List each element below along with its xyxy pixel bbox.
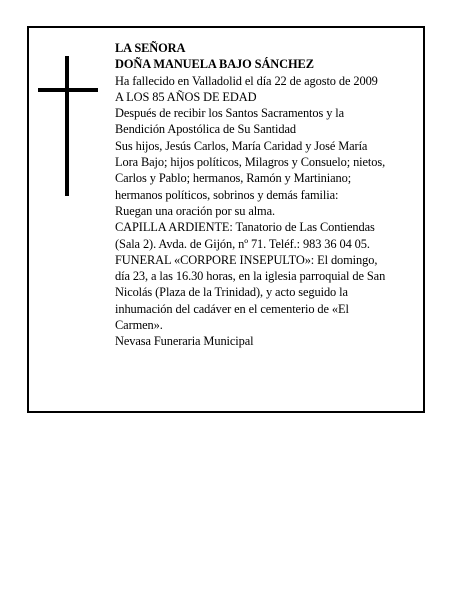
death-date-line: Ha fallecido en Valladolid el día 22 de agosto de 2009 xyxy=(115,73,378,88)
prayer-request-line: Ruegan una oración por su alma. xyxy=(115,203,275,218)
family-line-4: hermanos políticos, sobrinos y demás familia: xyxy=(115,187,339,202)
age-line: A LOS 85 AÑOS DE EDAD xyxy=(115,89,257,104)
family-line-1: Sus hijos, Jesús Carlos, María Caridad y José María xyxy=(115,138,368,153)
funeral-line-4: inhumación del cadáver en el cementerio de «El xyxy=(115,301,349,316)
funeral-line-2: día 23, a las 16.30 horas, en la iglesia parroquial de San xyxy=(115,269,386,284)
cross-horizontal-bar xyxy=(38,88,98,92)
sacraments-line-2: Bendición Apostólica de Su Santidad xyxy=(115,122,296,137)
cross-vertical-bar xyxy=(65,56,69,196)
funeral-line-3: Nicolás (Plaza de la Trinidad), y acto seguido la xyxy=(115,285,348,300)
notice-text-block xyxy=(115,40,425,350)
family-line-3: Carlos y Pablo; hermanos, Ramón y Martiniano; xyxy=(115,171,352,186)
sacraments-line-1: Después de recibir los Santos Sacramentos y la xyxy=(115,106,345,121)
chapel-line-1: CAPILLA ARDIENTE: Tanatorio de Las Contiendas xyxy=(115,220,375,235)
chapel-line-2: (Sala 2). Avda. de Gijón, nº 71. Teléf.: 983 36 04 05. xyxy=(115,236,370,251)
funeral-line-5: Carmen». xyxy=(115,318,163,333)
cross-icon xyxy=(38,56,98,196)
deceased-name: DOÑA MANUELA BAJO SÁNCHEZ xyxy=(115,57,314,72)
family-line-2: Lora Bajo; hijos políticos, Milagros y Consuelo; nietos, xyxy=(115,155,386,170)
funeral-line-1: FUNERAL «CORPORE INSEPULTO»: El domingo, xyxy=(115,252,378,267)
funeral-home-line: Nevasa Funeraria Municipal xyxy=(115,334,254,349)
notice-heading-title: LA SEÑORA xyxy=(115,41,186,55)
